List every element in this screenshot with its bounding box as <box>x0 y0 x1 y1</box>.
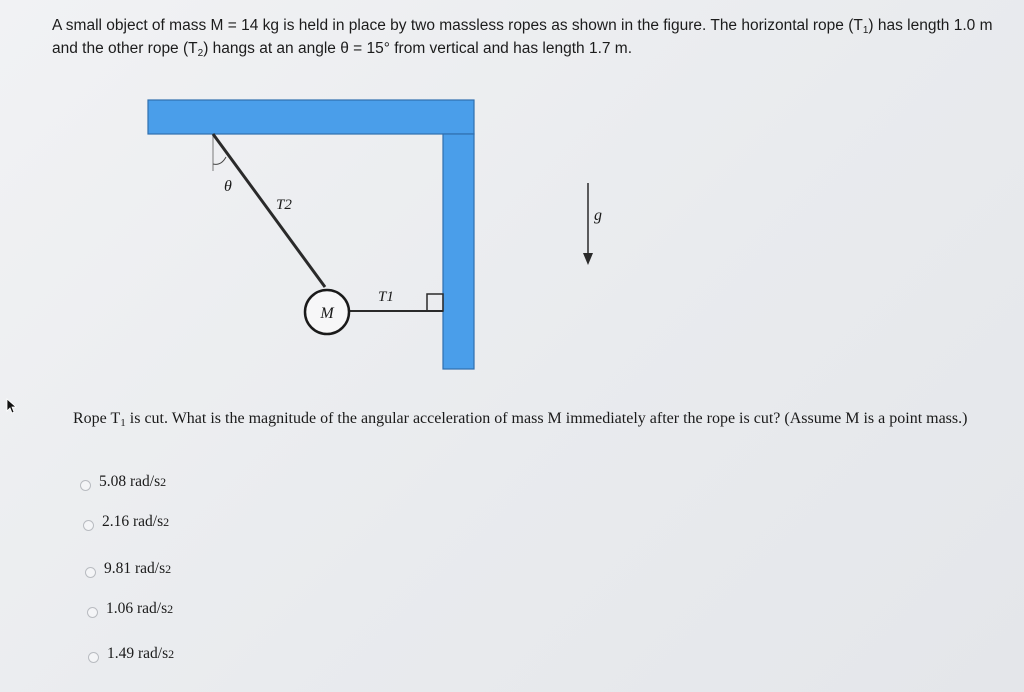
t2-label: T2 <box>276 197 292 213</box>
radio-button[interactable] <box>88 652 99 663</box>
intro-text-2: ) has length 1.0 m and the other rope (T <box>52 17 993 57</box>
answer-option-2[interactable]: 2.16 rad/s 2 <box>83 513 169 531</box>
option-value: 9.81 rad/s <box>104 560 166 577</box>
mouse-pointer-icon <box>6 398 18 414</box>
question-text-2: is cut. What is the magnitude of the angular acceleration of mass M immediately after the rope is cut? (Assume M is a point mass.) <box>125 410 968 427</box>
intro-subscript-2: 2 <box>197 48 204 59</box>
t1-label: T1 <box>378 289 394 305</box>
intro-subscript-1: 1 <box>862 25 869 36</box>
rope-t2 <box>213 134 325 287</box>
option-value: 1.06 rad/s <box>106 600 168 617</box>
radio-button[interactable] <box>83 520 94 531</box>
mass-label: M <box>320 305 334 322</box>
intro-text-3: ) hangs at an angle θ = 15° from vertical and has length 1.7 m. <box>203 40 633 57</box>
option-value: 2.16 rad/s <box>102 513 164 530</box>
question-text-1: Rope T <box>73 410 121 427</box>
question-subscript: 1 <box>120 417 126 429</box>
intro-text-1: A small object of mass M = 14 kg is held in place by two massless ropes as shown in the figure. The horizontal rope (T <box>52 17 863 34</box>
answer-option-3[interactable]: 9.81 rad/s 2 <box>85 560 171 578</box>
attachment-bracket <box>427 294 443 311</box>
question-text <box>73 407 998 430</box>
vertical-wall <box>443 134 474 369</box>
answer-option-5[interactable]: 1.49 rad/s 2 <box>88 645 174 663</box>
radio-button[interactable] <box>85 567 96 578</box>
radio-button[interactable] <box>87 607 98 618</box>
option-value: 1.49 rad/s <box>107 645 169 662</box>
answer-option-4[interactable]: 1.06 rad/s 2 <box>87 600 173 618</box>
answer-option-1[interactable]: 5.08 rad/s 2 <box>80 473 166 491</box>
ceiling-beam <box>148 100 474 134</box>
gravity-label: g <box>594 207 602 224</box>
angle-arc <box>213 157 226 164</box>
gravity-arrow-head <box>583 253 593 265</box>
option-value: 5.08 rad/s <box>99 473 161 490</box>
radio-button[interactable] <box>80 480 91 491</box>
theta-label: θ <box>224 178 232 195</box>
